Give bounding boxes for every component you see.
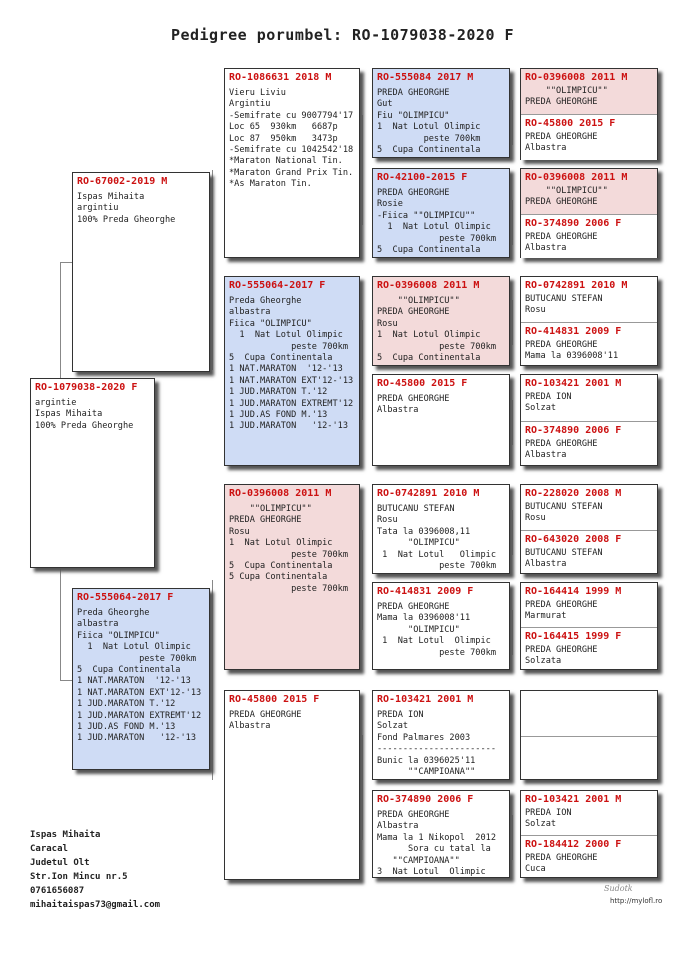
card-line: 1 JUD.MARATON T.'12: [77, 699, 176, 710]
card-line: 1 JUD.MARATON '12-'13: [229, 421, 348, 432]
card-line: -Semifrate cu 1042542'18: [229, 145, 354, 156]
card-line: PREDA GHEORGHE: [377, 188, 450, 198]
card-line: Bunic la 0396025'11: [377, 755, 476, 766]
card-line: BUTUCANU STEFAN: [525, 502, 603, 512]
card-line: PREDA ION: [377, 710, 424, 720]
card-line: peste 700km: [229, 583, 348, 594]
card-line: -Semifrate cu 9007794'17: [229, 110, 354, 121]
card-line: PREDA GHEORGHE: [377, 810, 450, 820]
card-line: PREDA GHEORGHE: [525, 197, 598, 208]
card-line: ""OLIMPICU"": [525, 86, 608, 96]
card-line: PREDA GHEORGHE: [525, 439, 598, 449]
ring-number: RO-103421 2001 M: [377, 694, 474, 705]
card-line: Rosu: [525, 513, 546, 524]
card-line: Fiu "OLIMPICU": [377, 110, 450, 121]
card-line: Ispas Mihaita: [35, 409, 103, 420]
card-line: 1 JUD.MARATON '12-'13: [77, 733, 196, 744]
connector-line: [362, 115, 363, 225]
card-line: Vieru Liviu: [229, 88, 286, 98]
card-line: 5 Cupa Continentala: [377, 245, 481, 256]
card-line: ""OLIMPICU"": [525, 186, 608, 196]
gen4-card: [521, 169, 657, 213]
ring-number: RO-555064-2017 F: [229, 280, 326, 291]
card-line: 1 JUD.MARATON T.'12: [229, 387, 328, 398]
card-line: Loc 65 930km 6687p: [229, 122, 338, 133]
card-line: Albastra: [525, 559, 567, 570]
pedigree-card-sire[interactable]: [72, 172, 210, 372]
pedigree-card-dam-dam[interactable]: [224, 690, 360, 880]
card-line: Fiica "OLIMPICU": [229, 318, 312, 329]
card-line: ""OLIMPICU"": [229, 504, 312, 514]
card-line: 1 JUD.MARATON EXTREMT'12: [77, 710, 202, 721]
card-line: peste 700km: [377, 647, 496, 658]
owner-county: Judetul Olt: [30, 858, 90, 868]
card-line: "OLIMPICU": [377, 538, 460, 549]
card-line: Rosu: [377, 318, 398, 329]
card-line: Fiica "OLIMPICU": [77, 630, 160, 641]
card-line: BUTUCANU STEFAN: [525, 548, 603, 558]
card-line: Albastra: [377, 405, 419, 416]
card-line: -Fiica ""OLIMPICU"": [377, 210, 476, 221]
ring-number: RO-103421 2001 M: [525, 378, 622, 389]
card-line: Mama la 0396008'11: [525, 351, 619, 362]
ring-number: RO-414831 2009 F: [377, 586, 474, 597]
ring-number: RO-0742891 2010 M: [377, 488, 480, 499]
ring-number: RO-555064-2017 F: [77, 592, 174, 603]
card-line: BUTUCANU STEFAN: [525, 294, 603, 304]
card-line: -----------------------: [377, 744, 496, 755]
card-line: ""CAMPIOANA"": [377, 855, 460, 866]
card-line: 1 NAT.MARATON EXT'12-'13: [229, 375, 354, 386]
connector-line: [362, 735, 363, 840]
card-line: 5 Cupa Continentala: [229, 561, 333, 572]
card-line: Rosu: [525, 305, 546, 316]
owner-email[interactable]: mihaitaispas73@gmail.com: [30, 900, 161, 910]
pedigree-card-sire-sire[interactable]: [224, 68, 360, 258]
page-title: Pedigree porumbel: RO-1079038-2020 F: [170, 26, 515, 44]
card-line: 100% Preda Gheorghe: [35, 420, 134, 431]
card-line: PREDA GHEORGHE: [525, 232, 598, 242]
owner-name: Ispas Mihaita: [30, 830, 101, 840]
card-line: 1 Nat Lotul Olimpic: [377, 330, 481, 341]
card-line: albastra: [229, 307, 271, 318]
gen4-card: [521, 531, 657, 574]
card-line: Albastra: [525, 243, 567, 254]
card-line: 1 Nat Lotul Olimpic: [377, 549, 496, 560]
ring-number: RO-228020 2008 M: [525, 488, 622, 499]
ring-number: RO-414831 2009 F: [525, 326, 622, 337]
card-line: peste 700km: [377, 561, 496, 572]
ring-number: RO-0396008 2011 M: [377, 280, 480, 291]
card-line: Mama la 0396008'11: [377, 613, 471, 624]
card-line: 1 Nat Lotul Olimpic: [229, 330, 343, 341]
ring-number: RO-42100-2015 F: [377, 172, 468, 183]
card-line: 1 Nat Lotul Olimpic: [77, 642, 191, 653]
connector-line: [362, 320, 363, 420]
card-line: ""OLIMPICU"": [377, 296, 460, 306]
card-line: Solzata: [525, 656, 562, 667]
card-line: Cuca: [525, 864, 546, 875]
card-line: Rosie: [377, 199, 403, 210]
gen4-card: [521, 791, 657, 834]
pedigree-card-subject[interactable]: [30, 378, 155, 568]
card-line: Gut: [377, 99, 393, 110]
card-line: PREDA GHEORGHE: [525, 340, 598, 350]
card-line: PREDA ION: [525, 808, 572, 818]
card-line: 1 NAT.MARATON '12-'13: [229, 364, 343, 375]
card-line: 1 Nat Lotul Olimpic: [229, 538, 333, 549]
pedigree-card-dds[interactable]: [372, 690, 510, 780]
pedigree-pair-box[interactable]: [520, 68, 658, 160]
card-line: 1 NAT.MARATON EXT'12-'13: [77, 687, 202, 698]
pedigree-card-dsd[interactable]: [372, 582, 510, 670]
card-line: PREDA GHEORGHE: [377, 88, 450, 98]
card-line: *As Maraton Tin.: [229, 179, 312, 190]
card-line: Albastra: [525, 143, 567, 154]
card-line: peste 700km: [229, 549, 348, 560]
ring-number: RO-555084 2017 M: [377, 72, 474, 83]
card-line: Solzat: [377, 721, 409, 732]
card-line: Sora cu tatal la: [377, 844, 491, 855]
card-line: Marmurat: [525, 611, 567, 622]
gen4-card: [521, 375, 657, 420]
owner-contact: [30, 828, 160, 912]
card-line: PREDA GHEORGHE: [525, 97, 598, 108]
ring-number: RO-164414 1999 M: [525, 586, 622, 597]
card-line: PREDA GHEORGHE: [377, 394, 450, 404]
ring-number: RO-164415 1999 F: [525, 631, 622, 642]
card-line: albastra: [77, 619, 119, 630]
card-line: Rosu: [229, 526, 250, 537]
ring-number: RO-374890 2006 F: [525, 425, 622, 436]
card-line: 1 JUD.AS FOND M.'13: [77, 722, 176, 733]
gen4-card: [521, 485, 657, 529]
card-line: PREDA GHEORGHE: [377, 602, 450, 612]
connector-line: [512, 610, 513, 655]
pedigree-card-sds[interactable]: [372, 276, 510, 366]
card-line: 1 NAT.MARATON '12-'13: [77, 676, 191, 687]
ring-number: RO-643020 2008 F: [525, 534, 622, 545]
card-line: PREDA GHEORGHE: [377, 307, 450, 318]
connector-line: [512, 510, 513, 555]
owner-street: Str.Ion Mincu nr.5: [30, 872, 128, 882]
pedigree-pair-box-empty[interactable]: [520, 690, 658, 780]
pedigree-card-dam-sire[interactable]: [224, 484, 360, 670]
card-line: peste 700km: [377, 233, 496, 244]
gen4-card: [521, 836, 657, 878]
card-line: *Maraton Grand Prix Tin.: [229, 167, 354, 178]
gen4-card: [521, 115, 657, 160]
ring-number: RO-67002-2019 M: [77, 176, 168, 187]
card-line: 5 Cupa Continentala: [229, 572, 328, 583]
card-line: Preda Gheorghe: [229, 296, 302, 306]
gen4-card: [521, 277, 657, 321]
ring-number: RO-184412 2000 F: [525, 839, 622, 850]
card-line: peste 700km: [377, 133, 481, 144]
card-line: argintiu: [77, 203, 119, 214]
ring-number: RO-45800 2015 F: [377, 378, 468, 389]
card-line: Fond Palmares 2003: [377, 732, 471, 743]
ring-number: RO-0396008 2011 M: [525, 72, 628, 83]
card-line: Albastra: [525, 450, 567, 461]
card-line: Argintiu: [229, 99, 271, 110]
connector-line: [512, 400, 513, 445]
pedigree-pair-box[interactable]: [520, 276, 658, 366]
card-line: 3 Nat Lotul Olimpic: [377, 867, 486, 878]
card-line: PREDA ION: [525, 392, 572, 402]
pedigree-card-sire-dam[interactable]: [224, 276, 360, 466]
pedigree-pair-box[interactable]: [520, 168, 658, 258]
card-line: Tata la 0396008,11: [377, 526, 471, 537]
card-line: PREDA GHEORGHE: [229, 710, 302, 720]
connector-line: [60, 262, 72, 263]
card-line: PREDA GHEORGHE: [525, 853, 598, 863]
card-line: Mama la 1 Nikopol 2012: [377, 832, 496, 843]
gen4-card: [521, 583, 657, 626]
connector-line: [512, 300, 513, 345]
card-line: argintie: [35, 398, 77, 408]
ring-number: RO-0742891 2010 M: [525, 280, 628, 291]
connector-line: [212, 170, 213, 370]
card-line: 5 Cupa Continentala: [77, 665, 181, 676]
connector-line: [512, 815, 513, 860]
ring-number: RO-45800 2015 F: [525, 118, 616, 129]
pedigree-card-ddd[interactable]: [372, 790, 510, 878]
card-line: 5 Cupa Continentala: [229, 353, 333, 364]
divider: [521, 736, 657, 737]
card-line: 100% Preda Gheorghe: [77, 214, 176, 225]
card-line: *Maraton National Tin.: [229, 156, 343, 167]
owner-phone: 0761656087: [30, 886, 85, 896]
card-line: peste 700km: [377, 341, 496, 352]
connector-line: [362, 530, 363, 630]
ring-number: RO-0396008 2011 M: [525, 172, 628, 183]
connector-line: [60, 680, 72, 681]
card-line: peste 700km: [229, 341, 348, 352]
pedigree-card-sss[interactable]: [372, 68, 510, 158]
ring-number: RO-374890 2006 F: [525, 218, 622, 229]
card-line: BUTUCANU STEFAN: [377, 504, 455, 514]
ring-number: RO-45800 2015 F: [229, 694, 320, 705]
ring-number: RO-0396008 2011 M: [229, 488, 332, 499]
pedigree-pair-box[interactable]: [520, 374, 658, 466]
pedigree-card-dam[interactable]: [72, 588, 210, 770]
pedigree-card-sdd[interactable]: [372, 374, 510, 466]
card-line: Albastra: [377, 821, 419, 832]
pedigree-card-dss[interactable]: [372, 484, 510, 574]
gen4-card: [521, 69, 657, 113]
card-line: PREDA GHEORGHE: [525, 600, 598, 610]
card-line: 1 Nat Lotul Olimpic: [377, 122, 481, 133]
card-line: peste 700km: [77, 653, 196, 664]
ring-number: RO-374890 2006 F: [377, 794, 474, 805]
card-line: Loc 87 950km 3473p: [229, 133, 338, 144]
gen4-card: [521, 422, 657, 466]
card-line: Rosu: [377, 515, 398, 526]
card-line: 5 Cupa Continentala: [377, 145, 481, 156]
card-line: Albastra: [229, 721, 271, 732]
owner-city: Caracal: [30, 844, 68, 854]
pedigree-pair-box[interactable]: [520, 582, 658, 670]
card-line: Preda Gheorghe: [77, 608, 150, 618]
gen4-card: [521, 215, 657, 258]
pedigree-pair-box[interactable]: [520, 790, 658, 878]
logo-signature: Sudotk: [604, 884, 633, 893]
card-line: Ispas Mihaita: [77, 192, 145, 202]
card-line: "OLIMPICU": [377, 624, 460, 635]
ring-number: RO-103421 2001 M: [525, 794, 622, 805]
pedigree-card-ssd[interactable]: [372, 168, 510, 258]
card-line: 5 Cupa Continentala: [377, 353, 481, 364]
pedigree-pair-box[interactable]: [520, 484, 658, 574]
card-line: ""CAMPIOANA"": [377, 767, 476, 778]
gen4-card: [521, 628, 657, 670]
card-line: PREDA GHEORGHE: [525, 132, 598, 142]
card-line: Solzat: [525, 819, 557, 830]
footer-url-link[interactable]: http://mylofl.ro: [610, 897, 663, 905]
connector-line: [512, 100, 513, 145]
card-line: Solzat: [525, 403, 557, 414]
connector-line: [512, 200, 513, 245]
card-line: 1 JUD.AS FOND M.'13: [229, 410, 328, 421]
card-line: PREDA GHEORGHE: [525, 645, 598, 655]
card-line: PREDA GHEORGHE: [229, 515, 302, 526]
card-line: 1 Nat Lotul Olimpic: [377, 636, 491, 647]
card-line: 1 Nat Lotul Olimpic: [377, 222, 491, 233]
ring-number: RO-1086631 2018 M: [229, 72, 332, 83]
gen4-card: [521, 323, 657, 366]
card-line: 1 JUD.MARATON EXTREMT'12: [229, 398, 354, 409]
connector-line: [212, 580, 213, 780]
ring-number: RO-1079038-2020 F: [35, 382, 138, 393]
